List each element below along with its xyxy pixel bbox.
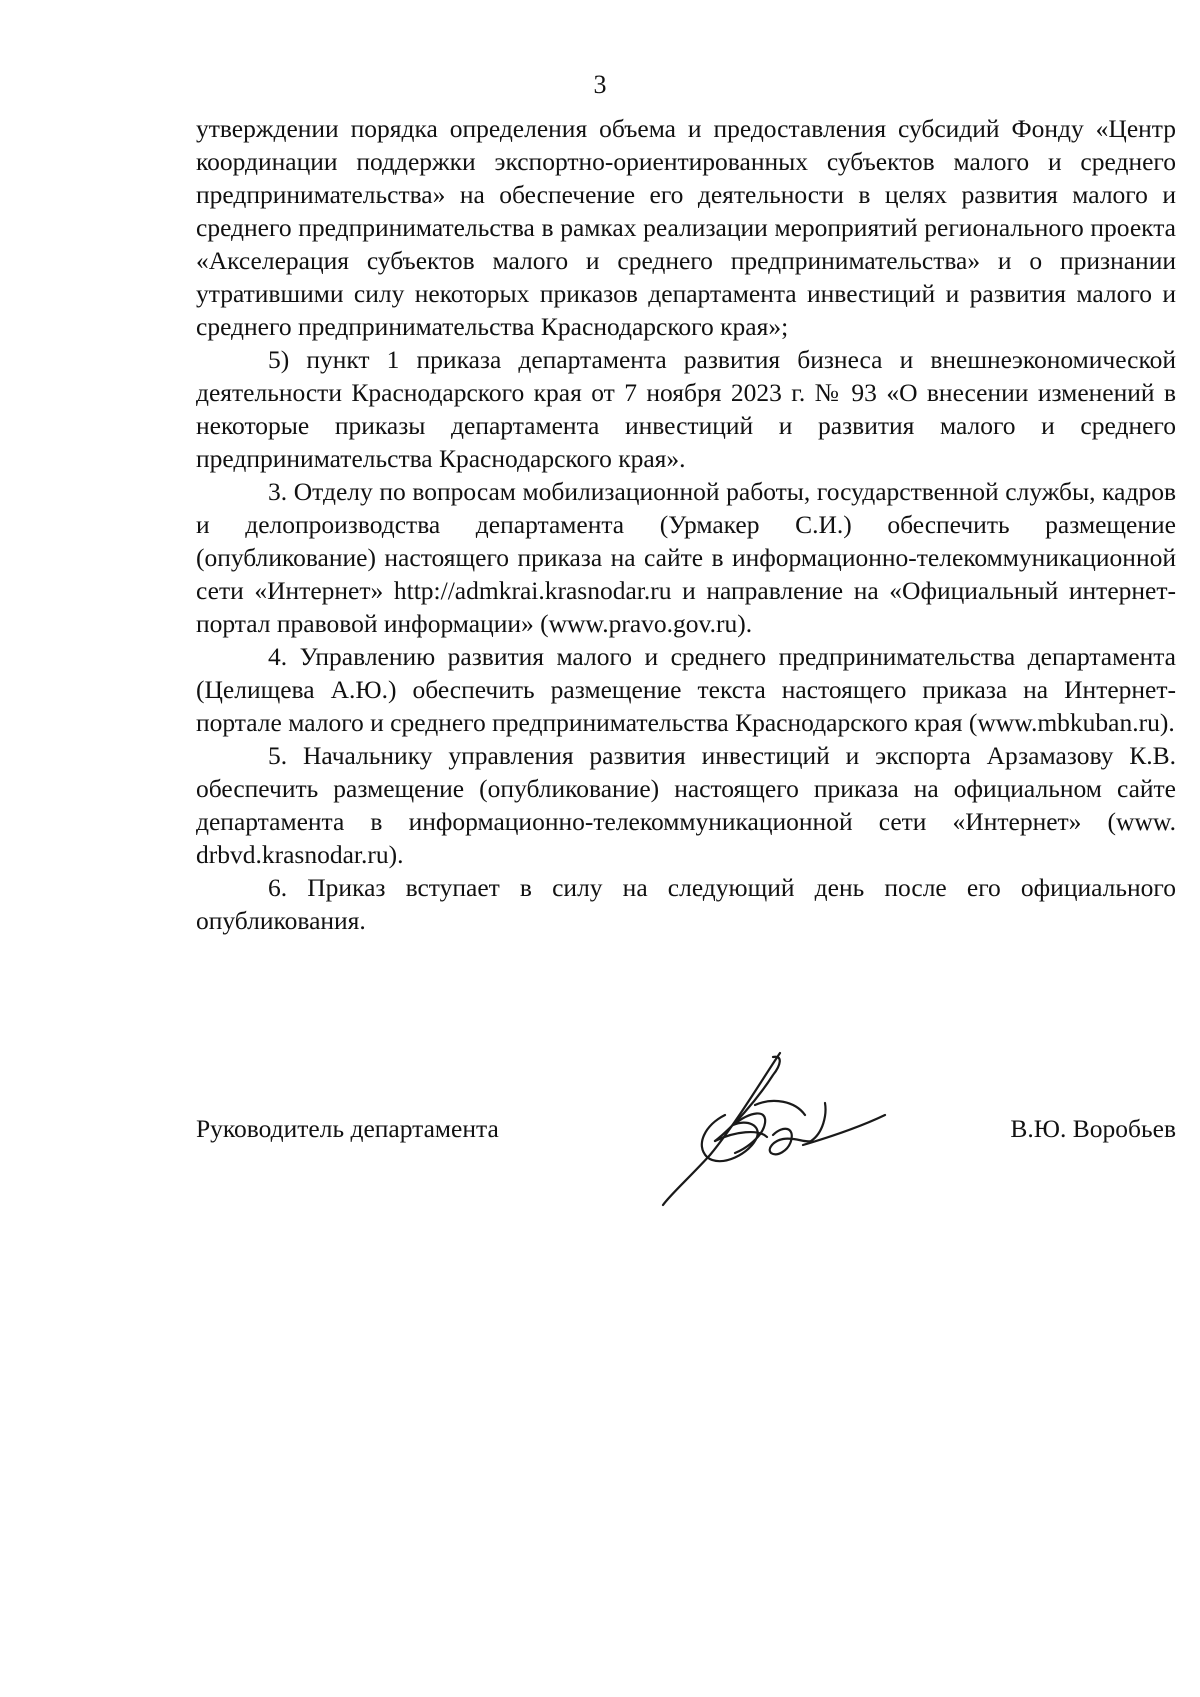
paragraph-clause-6: 6. Приказ вступает в силу на следующий день после его официального опубликования. — [196, 873, 1176, 935]
paragraph-continuation: утверждении порядка определения объема и предоставления субсидий Фонду «Центр координации поддержки экспортно-ориентированных субъектов малого и среднего предпринимательства» на обеспечение его деятельности в целях развития малого и среднего предпринимательства в рамках реализации мероприятий регионального проекта «Акселерация субъектов малого и среднего предпринимательства» и о признании утратившими силу некоторых приказов департамента инвестиций и развития малого и среднего предпринимательства Краснодарского края»; — [196, 114, 1176, 341]
paragraph-clause-5: 5. Начальнику управления развития инвестиций и экспорта Арзамазову К.В. обеспечить размещение (опубликование) настоящего приказа на официальном сайте департамента в информационно-телекоммуникационной сети «Интернет» (www. drbvd.krasnodar.ru). — [196, 741, 1176, 869]
signer-title: Руководитель департамента — [196, 1114, 499, 1143]
paragraph-item-5: 5) пункт 1 приказа департамента развития бизнеса и внешнеэкономической деятельности Краснодарского края от 7 ноября 2023 г. № 93 «О внесении изменений в некоторые приказы департамента инвестиций и развития малого и среднего предпринимательства Краснодарского края». — [196, 345, 1176, 473]
signer-name: В.Ю. Воробьев — [1010, 1114, 1176, 1143]
document-body — [196, 112, 1176, 937]
page-number: 3 — [593, 70, 607, 99]
paragraph-clause-3: 3. Отделу по вопросам мобилизационной работы, государственной службы, кадров и делопроизводства департамента (Урмакер С.И.) обеспечить размещение (опубликование) настоящего приказа на сайте в информационно-телекоммуникационной сети «Интернет» http://admkrai.krasnodar.ru и направление на «Официальный интернет-портал правовой информации» (www.pravo.gov.ru). — [196, 477, 1176, 638]
signature-block — [196, 1112, 1176, 1152]
paragraph-clause-4: 4. Управлению развития малого и среднего предпринимательства департамента (Целищева А.Ю.) обеспечить размещение текста настоящего приказа на Интернет-портале малого и среднего предпринимательства Краснодарского края (www.mbkuban.ru). — [196, 642, 1176, 737]
